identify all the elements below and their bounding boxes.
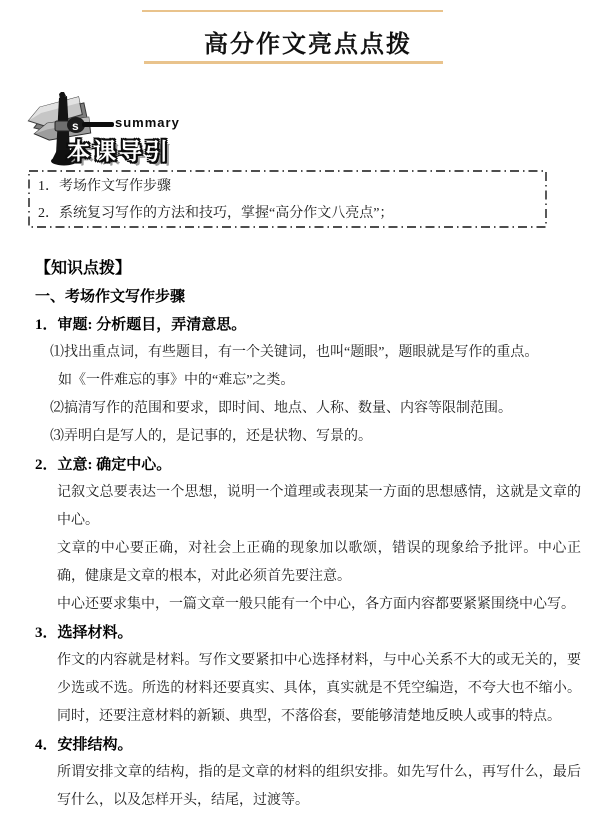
knowledge-subsection-title: 一、考场作文写作步骤 [35, 289, 186, 305]
objective-item: 2．系统复习写作的方法和技巧，掌握“高分作文八亮点”； [38, 206, 394, 221]
step-paragraph: 如《一件难忘的事》中的“难忘”之类。 [58, 373, 295, 388]
knowledge-section [35, 255, 581, 814]
summary-label: summary [115, 115, 180, 130]
objectives-list [38, 173, 539, 227]
summary-badge [26, 92, 276, 167]
knowledge-section-title: 【知识点拨】 [35, 260, 132, 277]
svg-text:s: s [72, 119, 79, 133]
step-paragraph: 中心还要求集中，一篇文章一般只能有一个中心，各方面内容都要紧紧围绕中心写。 [57, 597, 575, 612]
step-heading: 2．立意: 确定中心。 [35, 457, 172, 473]
step-paragraph: ⑶弄明白是写人的，是记事的，还是状物、写景的。 [50, 429, 372, 444]
step-paragraph: 所谓安排文章的结构，指的是文章的材料的组织安排。如先写什么，再写什么，最后写什么，以及怎样开头，结尾，过渡等。 [57, 765, 581, 808]
step-paragraph: 文章的中心要正确，对社会上正确的现象加以歌颂，错误的现象给予批评。中心正确，健康是文章的根本，对此必须首先要注意。 [57, 541, 581, 584]
lesson-guide-label: 本课导引 [67, 139, 171, 165]
steps-container [35, 311, 581, 814]
step-paragraph: 作文的内容就是材料。写作文要紧扣中心选择材料，与中心关系不大的或无关的，要少选或不选。所选的材料还要真实、具体，真实就是不凭空编造，不夸大也不缩小。同时，还要注意材料的新颖、典型，不落俗套，要能够清楚地反映人或事的特点。 [57, 653, 581, 724]
step-heading: 3．选择材料。 [35, 625, 133, 641]
step-heading: 1．审题: 分析题目，弄清意思。 [35, 317, 247, 333]
title-rule-bottom [144, 61, 443, 64]
title-rule-top [142, 10, 443, 12]
objectives-box [28, 170, 547, 228]
step-paragraph: 记叙文总要表达一个思想，说明一个道理或表现某一方面的思想感情，这就是文章的中心。 [57, 485, 581, 528]
objective-item: 1．考场作文写作步骤 [38, 179, 171, 194]
step-heading: 4．安排结构。 [35, 737, 133, 753]
step-paragraph: ⑴找出重点词，有些题目，有一个关键词，也叫“题眼”，题眼就是写作的重点。 [50, 345, 539, 360]
page-title: 高分作文亮点点拨 [204, 32, 412, 58]
step-paragraph: ⑵搞清写作的范围和要求，即时间、地点、人称、数量、内容等限制范围。 [50, 401, 512, 416]
